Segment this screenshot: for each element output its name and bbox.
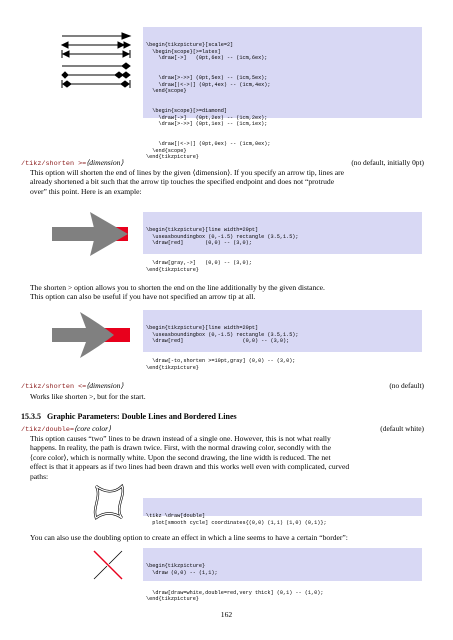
shorten-additional-paragraph: The shorten > option allows you to shorten the end on the line additionally by the given distance. This option can also be useful if you have not specified an arrow tip at all.	[30, 283, 325, 302]
code-block-arrow-tips: \begin{tikzpicture}[scale=2] \begin{scope}[>=latex] \draw[->] (0pt,6ex) -- (1cm,6ex); \draw[>->>] (0pt,5ex) -- (1cm,5ex); \draw[|<->|] (0pt,4ex) -- (1cm,4ex); \end{scope} \begin{scope}[>=diamond] \draw[->] (0pt,2ex) -- (1cm,2ex); \draw[>->>] (0pt,1ex) -- (1cm,1ex); \draw[|<->|] (0pt,0ex) -- (1cm,0ex); \end{scope} \end{tikzpicture}	[143, 27, 422, 118]
bordered-line-figure	[92, 549, 124, 581]
code-block-shorten-example: \begin{tikzpicture}[line width=20pt] \useasboundingbox (0,-1.5) rectangle (3.5,1.5); \draw[red] (0,0) -- (3,0); \draw[gray,->] (0,0) -- (3,0); \end{tikzpicture}	[143, 212, 422, 254]
gray-arrow-figure-shortened	[52, 304, 142, 364]
arrow-tips-figure	[60, 30, 132, 88]
double-line-figure	[92, 482, 126, 522]
option-arg: ⟨core color⟩	[74, 424, 112, 433]
shorten-start-description: Works like shorten >, but for the start.	[30, 392, 146, 401]
section-title: Graphic Parameters: Double Lines and Bordered Lines	[47, 412, 237, 421]
code-block-double: \tikz \draw[double] plot[smooth cycle] coordinates{(0,0) (1,1) (1,0) (0,1)};	[143, 498, 422, 516]
option-key: /tikz/shorten >=	[21, 160, 87, 168]
option-key: /tikz/double=	[21, 426, 75, 434]
double-description: This option causes “two” lines to be drawn instead of a single one. However, this is not what really happens. In reality, the path is drawn twice. First, with the normal drawing color, secondly with the ⟨core color⟩, which is normally white. Upon the second drawing, the line width is reduced. The net effect is that it appears as if two lines had been drawn and this works well even with complicated, curved paths:	[30, 434, 350, 481]
gray-arrow-figure-plain	[52, 206, 142, 262]
section-heading	[21, 412, 237, 422]
option-key: /tikz/shorten <=	[21, 383, 87, 391]
border-paragraph: You can also use the doubling option to create an effect in which a line seems to have a certain “border”:	[30, 533, 348, 542]
option-default: (no default)	[389, 381, 424, 390]
option-arg: ⟨dimension⟩	[86, 158, 124, 167]
option-default: (no default, initially 0pt)	[351, 158, 424, 167]
page-number: 162	[220, 610, 233, 619]
option-arg: ⟨dimension⟩	[86, 381, 124, 390]
section-number: 15.3.5	[21, 412, 41, 421]
option-default: (default white)	[380, 424, 424, 433]
code-block-shorten-10pt: \begin{tikzpicture}[line width=20pt] \useasboundingbox (0,-1.5) rectangle (3.5,1.5); \draw[red] (0,0) -- (3,0); \draw[-to,shorten >=10pt,gray] (0,0) -- (3,0); \end{tikzpicture}	[143, 310, 422, 352]
shorten-end-description: This option will shorten the end of lines by the given ⟨dimension⟩. If you specify an arrow tip, lines are already shortened a bit such that the arrow tip touches the specified endpoint and does not “protrude over” this point. Here is an example:	[30, 168, 345, 196]
code-block-border: \begin{tikzpicture} \draw (0,0) -- (1,1); \draw[draw=white,double=red,very thick] (0,1) -- (1,0); \end{tikzpicture}	[143, 548, 422, 581]
option-shorten-start	[21, 381, 123, 393]
